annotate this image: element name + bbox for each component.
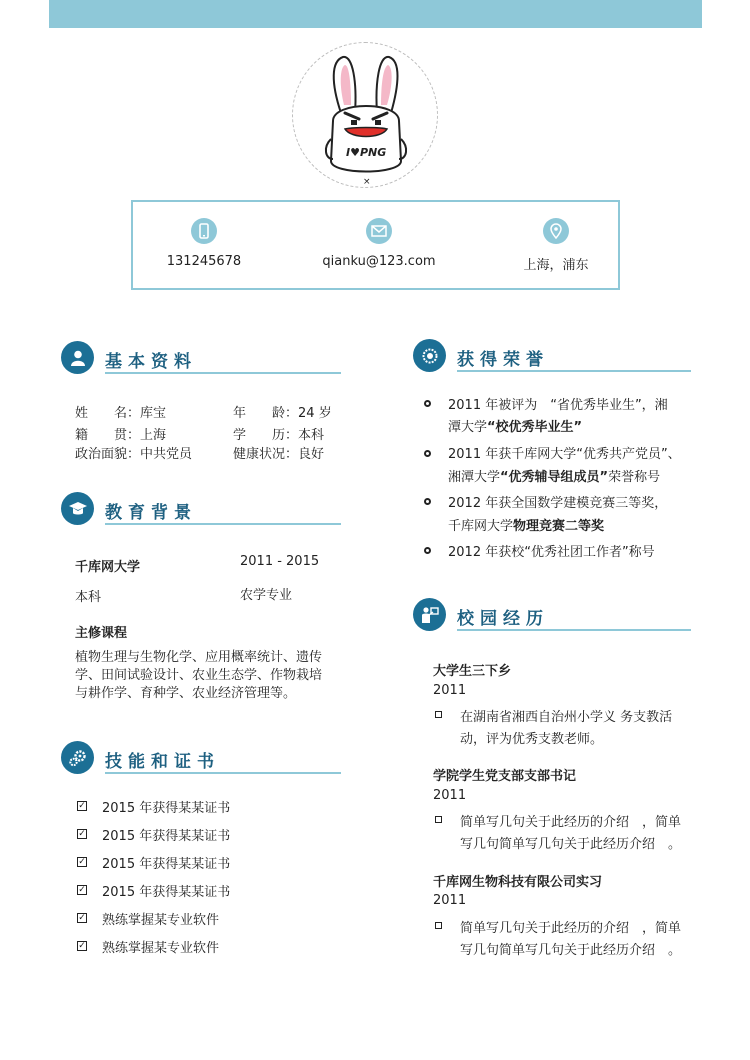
honor-line: 2012 年获校“优秀社团工作者”称号	[448, 545, 655, 560]
square-bullet-icon	[435, 816, 442, 823]
honor-text: 湘潭大学	[448, 470, 501, 485]
svg-text:×: ×	[363, 177, 371, 187]
courses-line: 学、田间试验设计、农业生态学、作物栽培	[75, 668, 323, 683]
honor-line: 2011 年获千库网大学“优秀共产党员”、	[448, 447, 681, 462]
checkbox-icon: ✓	[78, 801, 86, 811]
section-campus	[413, 598, 693, 634]
contact-email	[319, 218, 439, 269]
contact-phone	[159, 218, 249, 269]
honor-line: 2011 年被评为 “省优秀毕业生”，湘	[448, 398, 668, 413]
square-bullet-icon	[435, 922, 442, 929]
phone-number: 131245678	[166, 254, 242, 269]
checkbox-icon: ✓	[78, 913, 86, 923]
bullet-icon	[424, 547, 431, 554]
section-divider	[105, 523, 341, 525]
email-icon	[366, 218, 392, 244]
gears-icon	[61, 741, 94, 774]
honor-text: 潭大学	[448, 420, 488, 435]
section-skills	[61, 741, 341, 777]
campus-desc: 写几句简单写几句关于此经历介绍 。	[460, 943, 682, 958]
info-name	[75, 402, 166, 421]
campus-desc: 动，评为优秀支教老师。	[460, 732, 604, 747]
honor-highlight: 物理竞赛二等奖	[513, 519, 605, 534]
avatar-badge-text: I♥PNG	[346, 146, 387, 159]
skill-item: 2015 年获得某某证书	[102, 857, 231, 872]
checkbox-icon: ✓	[78, 885, 86, 895]
campus-role: 大学生三下乡	[433, 664, 512, 679]
section-title: 技能和证书	[105, 752, 220, 772]
contact-box	[131, 200, 620, 290]
info-value: 中共党员	[140, 447, 193, 462]
info-label: 健康状况：	[233, 447, 299, 462]
info-value: 良好	[298, 447, 325, 462]
campus-role: 千库网生物科技有限公司实习	[433, 875, 603, 890]
school-name: 千库网大学	[75, 560, 141, 575]
avatar	[292, 42, 438, 188]
section-title: 校园经历	[457, 609, 549, 629]
section-divider	[457, 629, 691, 631]
location-pin-icon	[543, 218, 569, 244]
info-label: 籍 贯：	[75, 428, 141, 443]
honor-line	[448, 466, 660, 485]
top-accent-bar	[49, 0, 702, 28]
bullet-icon	[424, 450, 431, 457]
school-degree: 本科	[75, 590, 102, 605]
campus-desc: 写几句简单写几句关于此经历介绍 。	[460, 837, 682, 852]
campus-desc: 简单写几句关于此经历的介绍 ，简单	[460, 921, 682, 936]
bullet-icon	[424, 400, 431, 407]
honor-line: 2012 年获全国数学建模竞赛三等奖，	[448, 496, 668, 511]
honor-text: 千库网大学	[448, 519, 514, 534]
section-title: 获得荣誉	[457, 350, 549, 370]
info-label: 学 历：	[233, 428, 299, 443]
location-text: 上海，浦东	[523, 258, 589, 273]
campus-year: 2011	[433, 788, 467, 803]
section-education	[61, 492, 341, 528]
honor-highlight: “优秀辅导组成员”	[500, 470, 609, 485]
courses-line: 与耕作学、育种学、农业经济管理等。	[75, 686, 297, 701]
graduation-cap-icon	[61, 492, 94, 525]
info-origin	[75, 424, 166, 443]
info-label: 年 龄：	[233, 406, 299, 421]
medal-icon	[413, 339, 446, 372]
info-value: 库宝	[140, 406, 167, 421]
info-value: 本科	[298, 428, 325, 443]
presenter-icon	[413, 598, 446, 631]
skill-item: 2015 年获得某某证书	[102, 885, 231, 900]
honor-line	[448, 515, 604, 534]
info-politics	[75, 443, 192, 462]
section-title: 教育背景	[105, 503, 197, 523]
honor-text: 荣誉称号	[608, 470, 661, 485]
info-label: 姓 名：	[75, 406, 141, 421]
phone-icon	[191, 218, 217, 244]
checkbox-icon: ✓	[78, 829, 86, 839]
skill-item: 熟练掌握某专业软件	[102, 913, 220, 928]
honor-line	[448, 416, 582, 435]
courses-line: 植物生理与生物化学、应用概率统计、遗传	[75, 650, 323, 665]
bullet-icon	[424, 498, 431, 505]
section-title: 基本资料	[105, 352, 197, 372]
info-label: 政治面貌：	[75, 447, 141, 462]
person-icon	[61, 341, 94, 374]
info-value: 24 岁	[298, 406, 332, 421]
email-address: qianku@123.com	[322, 254, 436, 269]
campus-year: 2011	[433, 893, 467, 908]
info-value: 上海	[140, 428, 167, 443]
skill-item: 2015 年获得某某证书	[102, 801, 231, 816]
campus-year: 2011	[433, 683, 467, 698]
info-degree	[233, 424, 324, 443]
info-age	[233, 402, 332, 421]
school-major: 农学专业	[240, 588, 293, 603]
section-basic-info	[61, 341, 341, 377]
skill-item: 2015 年获得某某证书	[102, 829, 231, 844]
courses-label: 主修课程	[75, 626, 128, 641]
checkbox-icon: ✓	[78, 857, 86, 867]
checkbox-icon: ✓	[78, 941, 86, 951]
skill-item: 熟练掌握某专业软件	[102, 941, 220, 956]
school-period: 2011 - 2015	[240, 554, 320, 569]
section-divider	[105, 372, 341, 374]
section-honors	[413, 339, 693, 375]
rabbit-mascot-icon	[293, 43, 438, 188]
square-bullet-icon	[435, 711, 442, 718]
section-divider	[457, 370, 691, 372]
contact-location	[511, 218, 601, 273]
honor-highlight: “校优秀毕业生”	[487, 420, 583, 435]
campus-desc: 在湖南省湘西自治州小学义 务支教活	[460, 710, 673, 725]
section-divider	[105, 772, 341, 774]
campus-desc: 简单写几句关于此经历的介绍 ，简单	[460, 815, 682, 830]
campus-role: 学院学生党支部支部书记	[433, 769, 577, 784]
info-health	[233, 443, 324, 462]
